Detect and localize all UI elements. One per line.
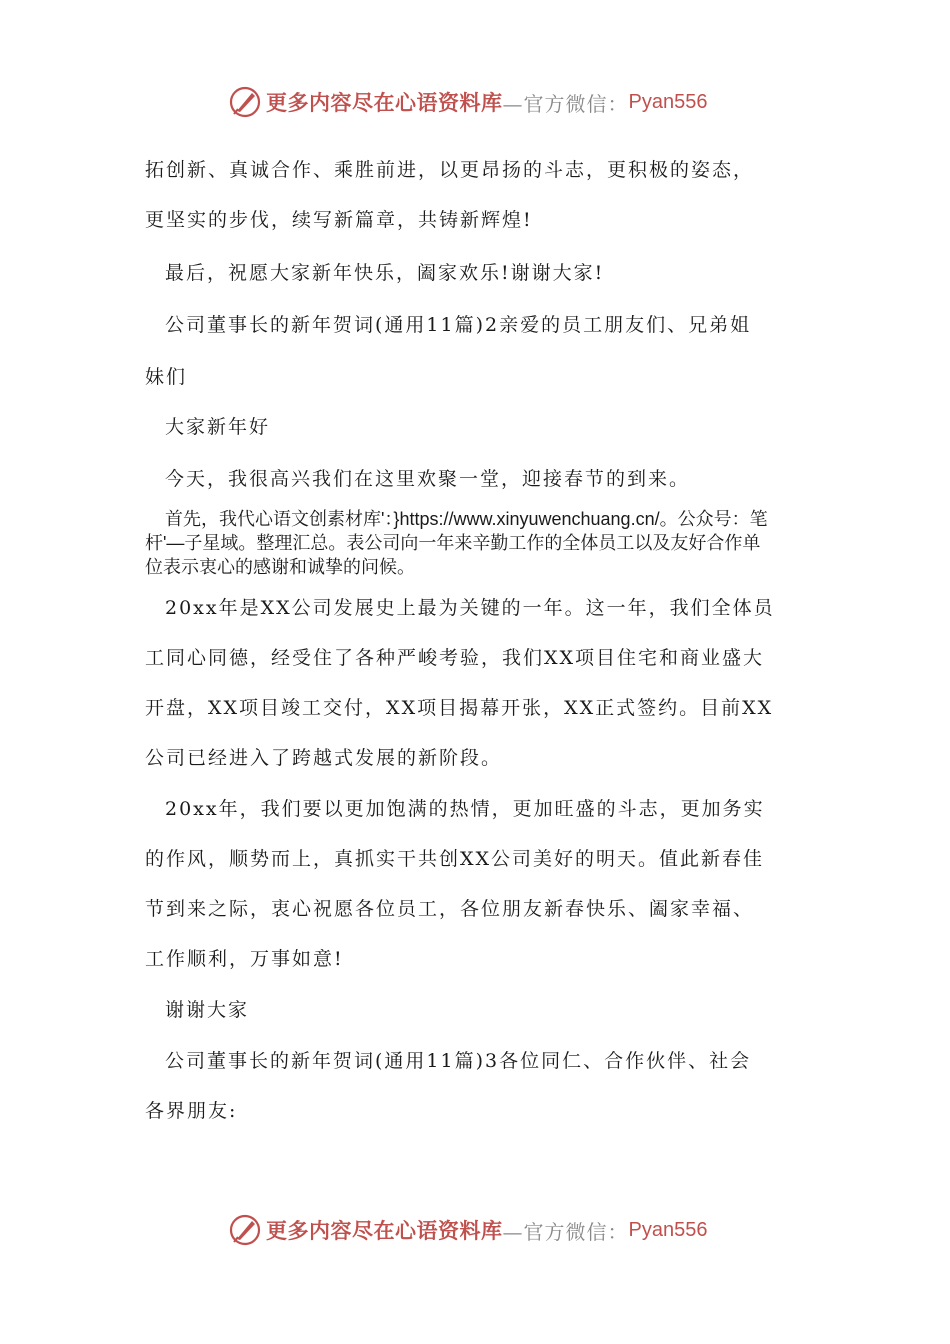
text-line: 节到来之际，衷心祝愿各位员工，各位朋友新春快乐、阖家幸福、 [145, 898, 755, 920]
text-line: 公司已经进入了跨越式发展的新阶段。 [145, 747, 503, 769]
text-line: 最后，祝愿大家新年快乐，阖家欢乐!谢谢大家! [165, 262, 605, 284]
text-line: 20xx年，我们要以更加饱满的热情，更加旺盛的斗志，更加务实 [165, 798, 765, 820]
text-line: 拓创新、真诚合作、乘胜前进，以更昂扬的斗志，更积极的姿态， [145, 159, 755, 181]
header-banner [228, 82, 707, 122]
text-line: 公司董事长的新年贺词(通用11篇)2亲爱的员工朋友们、兄弟姐 [165, 314, 752, 336]
header-banner-wechat-id: Pyan556 [628, 90, 708, 113]
footer-banner-wechat-id: Pyan556 [628, 1218, 708, 1241]
text-line: 公司董事长的新年贺词(通用11篇)3各位同仁、合作伙伴、社会 [165, 1050, 752, 1072]
text-line: 工作顺利，万事如意! [145, 948, 344, 970]
text-line: 开盘，XX项目竣工交付，XX项目揭幕开张，XX正式签约。目前XX [145, 697, 774, 719]
text-line: 更坚实的步伐，续写新篇章，共铸新辉煌! [145, 209, 533, 231]
text-line: 今天，我很高兴我们在这里欢聚一堂，迎接春节的到来。 [165, 468, 691, 490]
header-banner-label: —官方微信： [502, 91, 629, 116]
quill-logo-icon [228, 85, 262, 119]
footer-banner-label: —官方微信： [502, 1219, 629, 1244]
text-line: 杆'—子星域。整理汇总。表公司向一年来辛勤工作的全体员工以及友好合作单 [145, 533, 761, 553]
text-line: 首先，我代心语文创素材库'：}https://www.xinyuwenchuang.cn/。公众号：笔 [165, 509, 768, 529]
footer-banner-title: 更多内容尽在心语资料库 [266, 1218, 503, 1243]
footer-banner [228, 1210, 707, 1250]
text-line: 妹们 [145, 366, 188, 388]
text-line: 工同心同德，经受住了各种严峻考验，我们XX项目住宅和商业盛大 [145, 647, 765, 669]
quill-logo-icon [228, 1213, 262, 1247]
header-banner-title: 更多内容尽在心语资料库 [266, 90, 503, 115]
text-line: 20xx年是XX公司发展史上最为关键的一年。这一年，我们全体员 [165, 597, 775, 619]
text-line: 各界朋友: [145, 1100, 238, 1122]
text-line: 谢谢大家 [165, 999, 250, 1021]
text-line: 大家新年好 [165, 416, 271, 438]
text-line: 的作风，顺势而上，真抓实干共创XX公司美好的明天。值此新春佳 [145, 848, 765, 870]
text-line: 位表示衷心的感谢和诚挚的问候。 [145, 557, 415, 577]
